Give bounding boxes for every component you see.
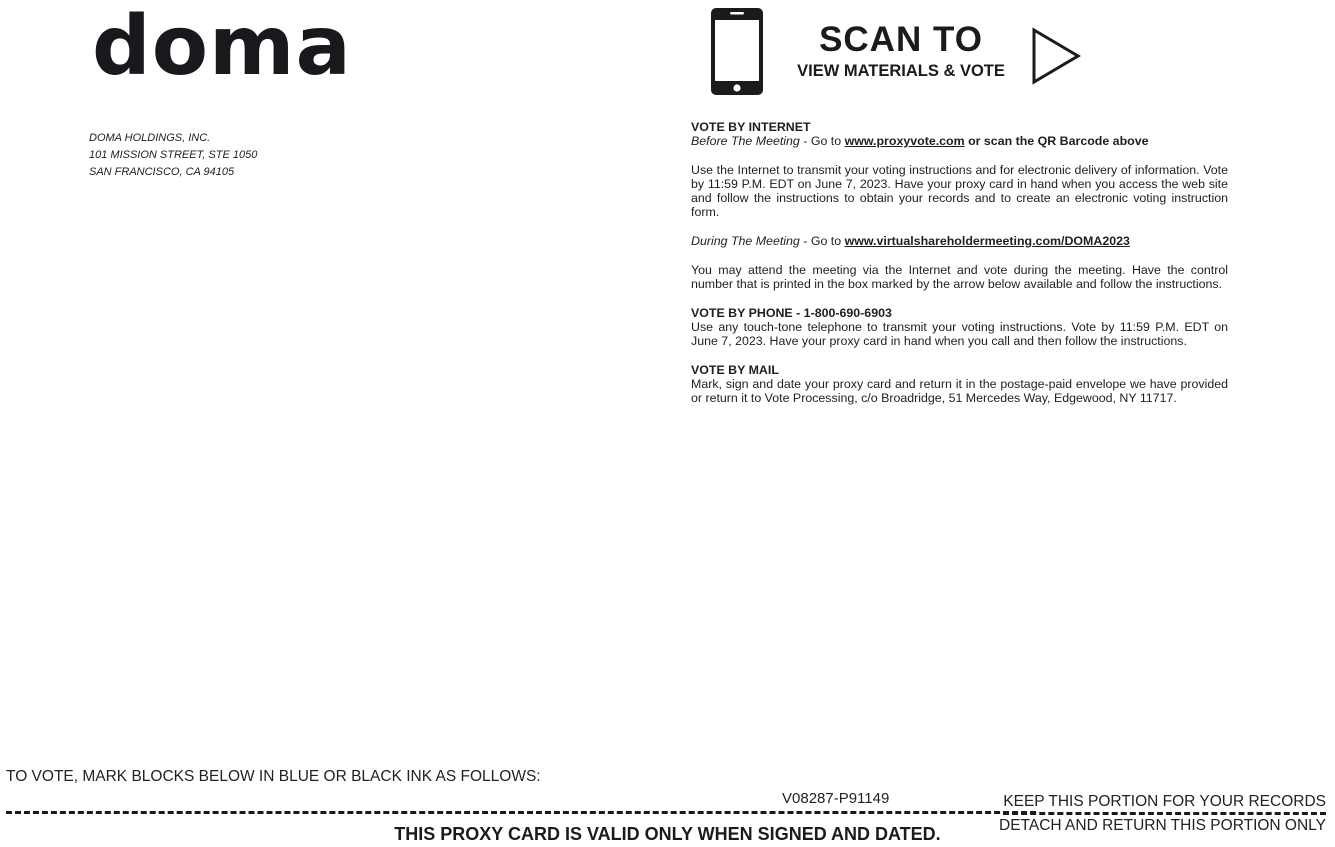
validity-notice: THIS PROXY CARD IS VALID ONLY WHEN SIGNED AND DATED. [394, 824, 941, 844]
before-goto: - Go to [799, 134, 845, 148]
phone-heading: VOTE BY PHONE - 1-800-690-6903 [691, 306, 892, 320]
voting-instructions [691, 120, 1228, 405]
mail-text: Mark, sign and date your proxy card and return it in the postage-paid envelope we have provided or return it to Vote Processing, c/o Broadridge, 51 Mercedes Way, Edgewood, NY 11717. [691, 377, 1228, 405]
during-meeting-text: You may attend the meeting via the Internet and vote during the meeting. Have the control number that is printed in the box marked by the arrow below available and follow the instructions. [691, 263, 1228, 291]
internet-heading: VOTE BY INTERNET [691, 120, 811, 134]
before-meeting-line [691, 134, 1228, 148]
scan-title: SCAN TO [819, 20, 983, 59]
phone-text: Use any touch-tone telephone to transmit your voting instructions. Vote by 11:59 P.M. EDT on June 7, 2023. Have your proxy card in hand when you call and then follow the instructions. [691, 320, 1228, 348]
address-line-3: SAN FRANCISCO, CA 94105 [89, 166, 235, 178]
qr-instruction: or scan the QR Barcode above [964, 134, 1149, 148]
during-meeting-line [691, 234, 1228, 248]
mail-heading: VOTE BY MAIL [691, 363, 779, 377]
detach-portion-label: DETACH AND RETURN THIS PORTION ONLY [999, 817, 1326, 834]
virtual-meeting-link[interactable]: www.virtualshareholdermeeting.com/DOMA2023 [844, 234, 1130, 248]
keep-portion-label: KEEP THIS PORTION FOR YOUR RECORDS [1003, 793, 1326, 815]
mark-blocks-instruction: TO VOTE, MARK BLOCKS BELOW IN BLUE OR BLACK INK AS FOLLOWS: [6, 768, 541, 785]
during-goto: - Go to [799, 234, 845, 248]
detach-dashed-line [6, 811, 1036, 814]
scan-subtitle: VIEW MATERIALS & VOTE [797, 62, 1005, 80]
company-address [89, 130, 257, 181]
address-line-1: DOMA HOLDINGS, INC. [89, 132, 211, 144]
control-number: V08287-P91149 [782, 790, 890, 807]
proxyvote-link[interactable]: www.proxyvote.com [844, 134, 965, 148]
smartphone-icon [709, 7, 765, 97]
before-meeting-label: Before The Meeting [691, 134, 800, 148]
during-meeting-label: During The Meeting [691, 234, 800, 248]
company-logo: doma [92, 0, 352, 94]
address-line-2: 101 MISSION STREET, STE 1050 [89, 149, 258, 161]
play-triangle-icon [1031, 27, 1083, 85]
before-meeting-text: Use the Internet to transmit your voting instructions and for electronic delivery of information. Vote by 11:59 P.M. EDT on June 7, 2023. Have your proxy card in hand when you access the web site and follow the instructions to obtain your records and to create an electronic voting instruction form. [691, 163, 1228, 219]
